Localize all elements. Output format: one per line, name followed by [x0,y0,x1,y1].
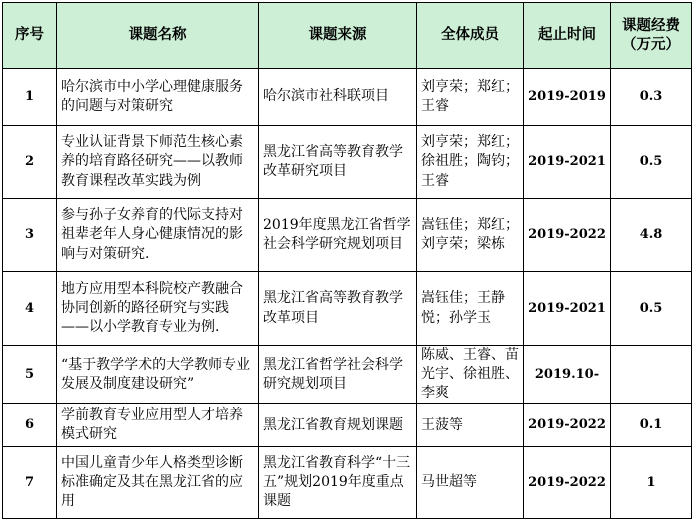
row-num: 6 [3,404,57,447]
projects-table [2,2,692,519]
row-title: 专业认证背景下师范生核心素养的培育路径研究——以教师教育课程改革实践为例 [57,126,259,199]
row-source: 黑龙江省高等教育教学改革研究项目 [259,126,417,199]
table-row [3,404,692,447]
row-members: 王菠等 [417,404,524,447]
row-members: 嵩钰佳；郑红；刘亨荣；梁栋 [417,199,524,272]
header-row [3,3,692,69]
row-source: 黑龙江省高等教育教学改革项目 [259,272,417,346]
row-source: 黑龙江省哲学社会科学研究规划项目 [259,346,417,404]
header-fund-line1: 课题经费 [622,17,680,34]
table-row [3,126,692,199]
row-members: 陈威、王睿、苗光宇、徐祖胜、李爽 [417,346,524,404]
table-row [3,199,692,272]
header-fund-line2: （万元） [622,36,680,53]
row-period: 2019-2022 [524,199,611,272]
row-members: 嵩钰佳；王静悦；孙学玉 [417,272,524,346]
row-num: 3 [3,199,57,272]
row-period: 2019.10- [524,346,611,404]
row-num: 1 [3,69,57,126]
row-fund: 1 [611,447,692,519]
row-period: 2019-2021 [524,126,611,199]
table-body [3,69,692,519]
row-fund [611,346,692,404]
row-title: 参与孙子女养育的代际支持对祖辈老年人身心健康情况的影响与对策研究. [57,199,259,272]
row-title: “基于教学学术的大学教师专业发展及制度建设研究” [57,346,259,404]
row-fund: 0.5 [611,126,692,199]
row-members: 刘亨荣；郑红；王睿 [417,69,524,126]
row-fund: 0.3 [611,69,692,126]
row-title: 地方应用型本科院校产教融合协同创新的路径研究与实践——以小学教育专业为例. [57,272,259,346]
table-row [3,447,692,519]
row-period: 2019-2022 [524,447,611,519]
table-row [3,272,692,346]
row-fund: 4.8 [611,199,692,272]
row-title: 学前教育专业应用型人才培养模式研究 [57,404,259,447]
row-source: 哈尔滨市社科联项目 [259,69,417,126]
row-source: 黑龙江省教育科学“十三五”规划2019年度重点课题 [259,447,417,519]
header-num: 序号 [3,3,57,69]
row-source: 黑龙江省教育规划课题 [259,404,417,447]
row-num: 5 [3,346,57,404]
row-num: 7 [3,447,57,519]
header-source: 课题来源 [259,3,417,69]
header-title: 课题名称 [57,3,259,69]
row-num: 2 [3,126,57,199]
row-fund: 0.1 [611,404,692,447]
row-period: 2019-2021 [524,272,611,346]
row-members: 马世超等 [417,447,524,519]
row-members: 刘亨荣；郑红；徐祖胜；陶钧；王睿 [417,126,524,199]
projects-table-container [2,2,691,518]
row-fund: 0.5 [611,272,692,346]
row-num: 4 [3,272,57,346]
row-period: 2019-2022 [524,404,611,447]
header-period: 起止时间 [524,3,611,69]
table-row [3,69,692,126]
header-fund [611,3,692,69]
row-title: 哈尔滨市中小学心理健康服务的问题与对策研究 [57,69,259,126]
header-members: 全体成员 [417,3,524,69]
table-header [3,3,692,69]
row-source: 2019年度黑龙江省哲学社会科学研究规划项目 [259,199,417,272]
row-title: 中国儿童青少年人格类型诊断标准确定及其在黑龙江省的应用 [57,447,259,519]
row-period: 2019-2019 [524,69,611,126]
table-row [3,346,692,404]
